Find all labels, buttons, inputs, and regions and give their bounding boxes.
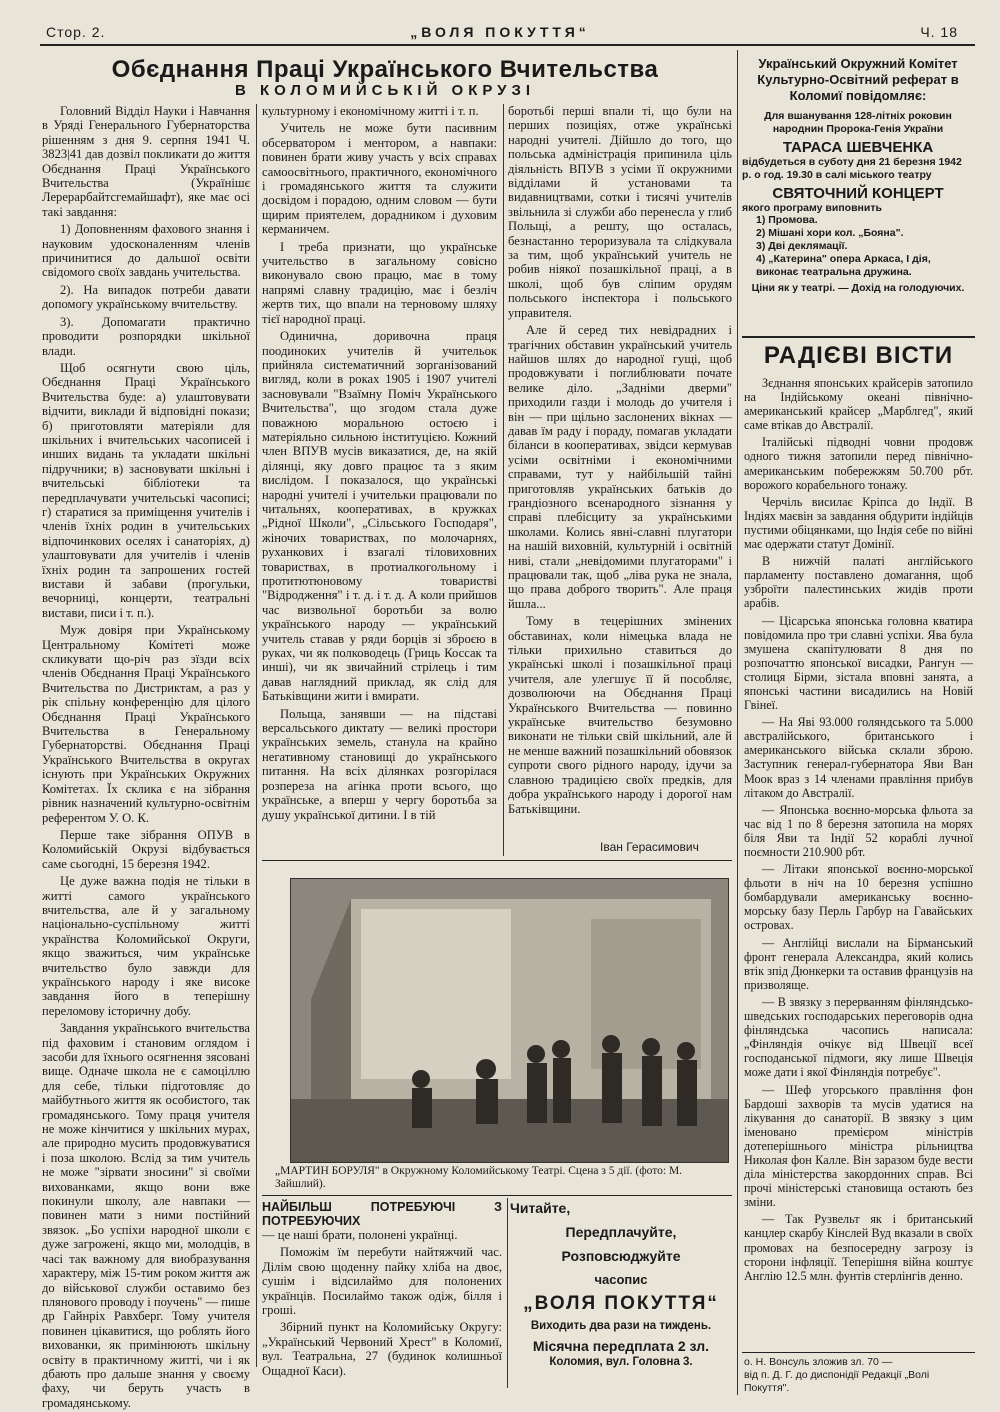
news-item: В нижчій палаті англійського парламенту поставлено домагання, щоб узброїти палестинських жидів проти арабів. — [744, 554, 973, 611]
donation-note — [744, 1356, 973, 1395]
newspaper-name: „ВОЛЯ ПОКУТТЯ“ — [410, 24, 590, 40]
photo-caption-text: „МАРТИН БОРУЛЯ" в Окружному Коломийському Театрі. Сцена з 5 дії. — [275, 1165, 633, 1177]
news-item: — В звязку з перерванням фінляндсько-шведських господарських переговорів одна фінляндська часопись написала: „Фінляндія очікує від Швеції всеї господанської підмоги, яку лише Швеція може дати і якої Фінляндія потребує". — [744, 994, 973, 1080]
photo-bottom-rule — [262, 1195, 732, 1196]
needs-title: НАЙБІЛЬШ ПОТРЕБУЮЧІ З ПОТРЕБУЮЧИХ — [262, 1200, 502, 1228]
article-author: Іван Герасимович — [600, 840, 699, 854]
paragraph: Одинична, доривочна праця поодиноких учителів й учительок прийняла систематичний зорганізований вигляд, коли в роках 1905 і 1907 учителі засновували "Взаїмну Поміч Українського Вчительства", що згодом стала дуже поважною моральною остоєю і матеріяльно сильною інституцією. Кожний член ВПУВ мусів виказатися, де, на якій ділянці, яку довго працює та з яким вислідом. І показалося, що українські народні учителі і учительки працювали по читальнях, кооперативах, в кружках „Рідної Школи", „Сільського Господаря", жіночих товариствах, по молочарнях, руханкових і взагалі тіловиховних товариствах, в протиалкогольному і протитютюновому товаристві "Відродження" і т. д. і т. д. А коли прийшов час визвольної боротьби за волю українського народу — український учитель ставав у ряди борців зі зброєю в руках, чи як полководець (Гриць Коссак та инші), чи як звичайний стрілець і тим давав наглядний приклад, як слід для Батьківщини жити і вмирати. — [262, 329, 497, 704]
news-item: Зєднання японських крайсерів затопило на Індійському океані північно-американський крайсер „Марблгед", який саме втікав до Австралії. — [744, 376, 973, 433]
article-column-2 — [262, 104, 497, 854]
paragraph: боротьбі перші впали ті, що були на перших позиціях, отже українські народні учителі. Дійшло до того, що польська адміністрація припинила ціль діяльність ВПУВ з усіми її окружними відділами й установами та видавництвами, сотки і тисячі учителів звільнила зі служби або перенесла у глиб Польщі, а решту, що осталась, безнастанно тероризувала та слідкувала за тим, щоб український учитель не робив ніякої позашкільної праці, а в школі, щоб був сліпим орудям польського інспектора і польського управителя. — [508, 104, 732, 320]
paragraph: — це наші брати, полонені українці. — [262, 1228, 458, 1242]
advert-address: Коломия, вул. Головна 3. — [549, 1356, 693, 1368]
program-item: 3) Дві деклямації. — [756, 240, 848, 252]
news-item: Черчіль висилає Кріпса до Індії. В Індіях маєвін за завдання обдурити індійців пустими обіцянками, що Індія себе по війні має одержати статут Домінії. — [744, 494, 973, 552]
paragraph: Головний Відділ Науки і Навчання в Уряді Генерального Губернаторства рішенням з дня 9. серпня 1941 Ч. 3823|41 дав дозвіл покликати до життя Обєднання Праці Українського Вчительства (Українішє Лерерарбайтсгемайшафт), яке має осі такі завдання: — [42, 104, 250, 219]
page-number: Стор. 2. — [46, 24, 106, 40]
program-item: 4) „Катерина" опера Аркаса, І дія, виконає театральна дружина. — [756, 253, 931, 278]
program-item: 1) Промова. — [756, 214, 818, 226]
program-title: якого програму виповнить — [742, 202, 882, 214]
donation-line: від п. Д. Г. до диспонідії Редакції „Волі Покуття". — [744, 1369, 930, 1394]
footer-rule — [742, 1352, 975, 1353]
advert-line: часопис — [594, 1272, 648, 1287]
paragraph: Збірний пункт на Коломийську Округу: „Український Червоний Хрест" в Коломиї, вул. Театральна, 27 (будинок колишньої Ощадної Каси). — [262, 1320, 502, 1378]
needs-box — [262, 1200, 502, 1390]
stage-scene-image — [291, 879, 728, 1162]
column-divider — [737, 50, 738, 1395]
event-time: відбудеться в суботу дня 21 березня 1942 р. о год. 19.30 в салі міського театру — [742, 156, 962, 181]
paragraph: Муж довіря при Українському Центральному Комітеті може скликувати що-річ раз зїзди всіх членів Обєднання Праці Українського Вчительства по Дистриктам, а раз у рік спільну конференцію для цілого Обєднання Праці Українського Вчительства в Генеральному Губернаторстві. Обєднання Праці Українського Вчительства в округах існують при Українських Окружних Комітетах. Їх склика є на зібрання рівник назначений культурно-освітнім референтом У. О. К. — [42, 623, 250, 825]
article-subtitle: В КОЛОМИЙСЬКІЙ ОКРУЗІ — [234, 82, 536, 99]
issue-number: Ч. 18 — [920, 24, 958, 40]
radio-news-title: РАДІЄВІ ВІСТИ — [763, 342, 954, 369]
paragraph: Завдання українського вчительства під фаховим і становим оглядом і засоби для їхнього осягнення зясовані вище. Одначе школа не є самоціллю для себе, тільки підготовляє до майбутнього життя як особистого, так громадянського. Тому праця учителя не може кінчитися у шкільних мурах, але природно мусить продовжуватися і поза школою. Вслід за тим учитель не може "зірвати зносини" зі своїми вихованками, якщо вони вже покинули школу, але навпаки — повинен мати з ними постійний звязок. „Бо успіхи народної школи є дуже загрожені, якщо ми, молодців, в часі так важному для виобразування характеру, між 15-тим роком життя аж до військової служби оставимо без плянового проводу і поучень" — пише др Гайнріх Равхберг. Тому учителя повинен цікавитися, що роблять його вихованки, як примінюють шкільну освіту в практичному житті, чи і як дбають про дальше знання у своєму фаху, чи беруть участь в громадянському. — [42, 1021, 250, 1410]
advert-line: Читайте, — [510, 1200, 571, 1216]
photo-top-rule — [262, 860, 732, 861]
committee-intro: Для вшанування 128-літніх роковин народнин Пророка-Генія України — [764, 110, 952, 135]
news-item: — Цісарська японська головна кватира повідомила про три славні успіхи. Ява була змушена скапітулювати 8 дня по розпочаттю японської висадки, Рангун — столиця Бірми, зістала вповні занята, а японські частини висадились на Новій Гвінеї. — [744, 613, 973, 713]
advert-price: Місячна передплата 2 зл. — [532, 1338, 710, 1354]
paragraph: Тому в тецерішних змінених обставинах, коли німецька влада не тільки прихильно ставиться до українські школі і позашкільної праці учителя, але улегшує її й пособляє, дозволюючи на Обєднання Праці Українського Вчительства — повинно українське вчительство безумовно виконати не тільки свій шкільний, але й не менше важний позашкільний обовязок супроти свого рідного народу, ідучи за славною традицією своїх предків, для добра українського народу і дорогої нам Батьківщини. — [508, 614, 732, 816]
shevchenko-name: ТАРАСА ШЕВЧЕНКА — [782, 139, 934, 156]
paragraph: Це дуже важна подія не тільки в житті самого українського вчительства, але й у загальному національно-суспільному житті українства Коломийської Округи, якщо зважиться, чим українське вчительство було завжди для українського народу і яке високе завдання його в теперішну переломову історичну добу. — [42, 874, 250, 1018]
article-title: Обєднання Праці Українського Вчительства — [111, 56, 659, 83]
news-item: Італійські підводні човни продовж одного тижня затопили перед північно-американським побережжям 50.700 рбт. ворожого корабельного тонажу. — [744, 435, 973, 492]
news-item: — Японська воєнно-морська фльота за час від 1 по 8 березня затопила на морях біля Яви та Індії 52 кораблі лучної поємности 210.900 рбт. — [744, 802, 973, 859]
photo-credit: (фото: М. Зайшлий). — [275, 1165, 683, 1190]
news-item: — Так Рузвельт як і британський канцлер скарбу Кінслей Вуд вказали в своїх промовах на безпосередну загрозу із сторони інфляції. Теперішня війна коштує Англію 12.5 млн. фунтів стерлінгів денно. — [744, 1212, 973, 1283]
paragraph: Але й серед тих невідрадних і трагічних обставин український учитель найшов шлях до народної гущі, щоб продовжувати і поглиблювати почате велике діло. „Задніми дверми" приходили газди і молодь до учителя і він — при щільно заслонених вікнах — давав їм раду і пораду, помагав укладати біланси в кооперативах, звідси кермував усіми освітніми і економічними справами, тут у найбільшій тайні приготовляв українських батьків до грандіозного всенародного зізнання у справі плебісциту за українськими школами. Колись явні-славні плугатори на нашій виховній, культурній і освітній ниві, стали „невідомими плугаторами" і працювали так, щоб „ліва рука не знала, що права доброго творить". Але праця йшла... — [508, 323, 732, 611]
advert-line: Розповсюджуйте — [561, 1248, 681, 1264]
column-divider — [256, 104, 257, 1367]
news-item: — Літаки японської воєнно-морської фльоти в ніч на 10 березня успішно бомбардували американську воєнно-морську базу Перль Гарбур на Гавайських островах. — [744, 862, 973, 933]
theatre-photo — [290, 878, 729, 1163]
paragraph: І треба признати, що українське учительство в загальному совісно виконувало свою працю, має в тому напрямі славну традицію, має і безліч жертв тих, що впали на терновому шляху тієї народної праці. — [262, 239, 497, 326]
advert-paper-name: „ВОЛЯ ПОКУТТЯ“ — [523, 1293, 719, 1314]
paragraph: Поможім їм перебути найтяжчий час. Ділім свою щоденну пайку хліба на двоє, сушім і відсилаймо для полонених українців. Посилаймо також одіж, білля і гроші. — [262, 1245, 502, 1318]
paragraph: Учитель не може бути пасивним обсерватором і ментором, а навпаки: повинен брати живу участь у всіх справах самоосвітнього, практичного, економічного і громадянського життя та служити досвідом і порадою, одним словом — бути щирим приятелем, дорадником і духовим керманичем. — [262, 121, 497, 237]
advert-line: Передплачуйте, — [565, 1224, 677, 1240]
radio-news-column — [744, 376, 973, 1348]
subscription-advert — [510, 1200, 732, 1368]
column-divider — [507, 1198, 508, 1388]
paragraph: культурному і економічному житті і т. п. — [262, 104, 479, 118]
paragraph: 1) Доповненням фахового знання і науковим удосконаленням членів причинитися до дальшої освіти свідомого своїх завдань учительства. — [42, 222, 250, 280]
article-column-1 — [42, 104, 250, 1410]
news-item: — Англійці вислали на Бірманський фронт генерала Александра, який колись втік зпід Дюнкерки та оставив французів на призволяще. — [744, 935, 973, 992]
news-item: — Шеф угорського правління фон Бардоші захворів та мусів удатися на лікування до санаторії. В звязку з цим іменовано премієром міністрів дотеперішнього міністра рільництва Николая фон Калле. Він заразом буде вести діла міністерства закордонних справ. Всі прочі міністерські становища остають без зміни. — [744, 1082, 973, 1210]
news-item: — На Яві 93.000 голяндського та 5.000 австралійського, британського і американського війська склали зброю. Заступник генерал-губернатора Яви Ван Моок враз з 14 членами правління прибув літаком до Австралії. — [744, 715, 973, 800]
committee-title: Український Окружний Комітет Культурно-Освітний реферат в Коломиї повідомляє: — [757, 56, 959, 103]
paragraph: 3). Допомагати практично проводити розпорядки шкільної влади. — [42, 314, 250, 358]
concert-title: СВЯТОЧНИЙ КОНЦЕРТ — [772, 185, 944, 202]
header-rule — [40, 44, 975, 46]
donation-line: о. Н. Вонсуль зложив зл. 70 — — [744, 1356, 893, 1368]
paragraph: Щоб осягнути свою ціль, Обєднання Праці Українського Вчительства буде: а) улаштовувати відчити, виклади й відповідні покази; б) приготовляти матеріяли для шкільних і вчительських часописей і инших видань та укладати шкільні підручники; в) засновувати шкільні і вчительські бібліотеки та передплачувати учительські часописі; г) старатися за приміщення учителів і членів їхніх родин в учительських відпочинкових оселях і санаторіях, д) улаштовувати для учителів і членів їхніх родин та запрошених гостей вистави й забави (прогульки, вечорниці, концерти, театральні вистави, писи і т. п.). — [42, 360, 250, 620]
paragraph: 2). На випадок потреби давати допомогу українському вчительству. — [42, 282, 250, 312]
section-rule — [742, 336, 975, 338]
paragraph: Польща, занявши — на підставі версальського диктату — великі простори українських земель, станула на крайно негативному становищі до українського питання. На всіх ділянках розгорілася розпереза на агінка проти всього, що українське, а вперш у чергу боротьба за душу української дитини. І в тій — [262, 706, 497, 822]
ticket-prices: Ціни як у театрі. — Дохід на голодуючих. — [751, 282, 965, 294]
committee-notice — [742, 56, 974, 295]
paragraph: Перше таке зібрання ОПУВ в Коломийській Окрузі відбувається саме сьогодні, 15 березня 1942. — [42, 827, 250, 871]
article-column-3 — [508, 104, 732, 838]
program-item: 2) Мішані хори кол. „Бояна". — [756, 227, 904, 239]
column-divider — [503, 104, 504, 856]
photo-caption — [275, 1165, 735, 1191]
advert-frequency: Виходить два рази на тиждень. — [530, 1320, 712, 1332]
